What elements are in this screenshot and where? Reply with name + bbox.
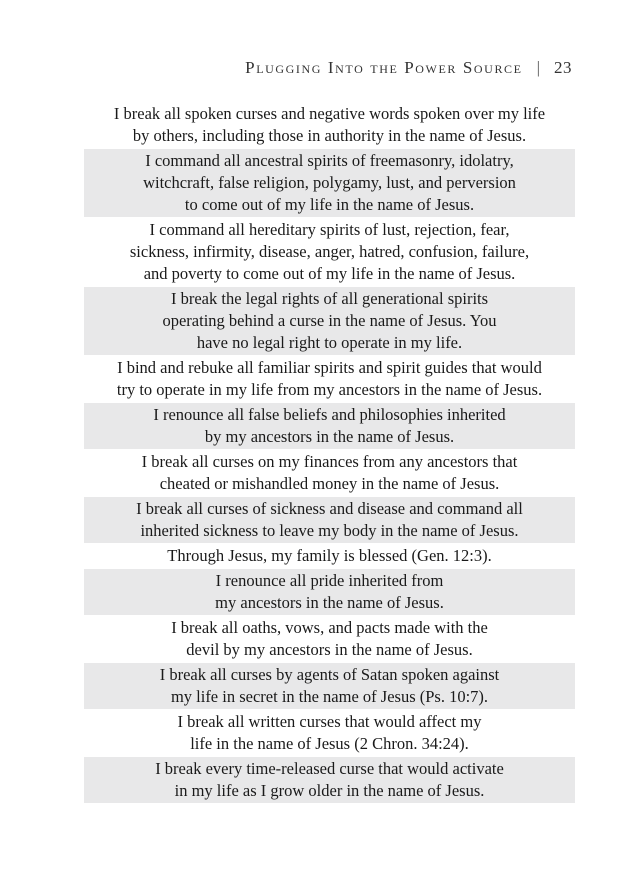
declaration-item: I bind and rebuke all familiar spirits and spirit guides that would try to operate in my life from my ancestors in the name of Jesus.: [116, 358, 543, 399]
declaration-item: I command all hereditary spirits of lust, rejection, fear, sickness, infirmity, disease, anger, hatred, confusion, failure, and poverty to come out of my life in the name of Jesus.: [129, 220, 530, 283]
declaration-item: I break all spoken curses and negative words spoken over my life by others, including those in authority in the name of Jesus.: [113, 104, 546, 145]
declaration-item: I break every time-released curse that would activate in my life as I grow older in the name of Jesus.: [84, 757, 575, 803]
declaration-item: I renounce all false beliefs and philosophies inherited by my ancestors in the name of Jesus.: [84, 403, 575, 449]
declaration-item: I break all curses by agents of Satan spoken against my life in secret in the name of Jesus (Ps. 10:7).: [84, 663, 575, 709]
header-separator: |: [536, 58, 540, 77]
declaration-item: I break all curses on my finances from any ancestors that cheated or mishandled money in the name of Jesus.: [141, 452, 518, 493]
declaration-item: Through Jesus, my family is blessed (Gen. 12:3).: [167, 546, 492, 565]
declaration-item: I renounce all pride inherited from my ancestors in the name of Jesus.: [84, 569, 575, 615]
page-number: 23: [554, 58, 572, 77]
declaration-list: [84, 102, 575, 804]
running-title: Plugging Into the Power Source: [245, 58, 523, 77]
running-header: [245, 58, 572, 78]
declaration-item: I break the legal rights of all generational spirits operating behind a curse in the name of Jesus. You have no legal right to operate in my life.: [84, 287, 575, 355]
declaration-item: I command all ancestral spirits of freemasonry, idolatry, witchcraft, false religion, polygamy, lust, and perversion to come out of my life in the name of Jesus.: [84, 149, 575, 217]
declaration-item: I break all curses of sickness and disease and command all inherited sickness to leave my body in the name of Jesus.: [84, 497, 575, 543]
declaration-item: I break all written curses that would affect my life in the name of Jesus (2 Chron. 34:24).: [177, 712, 482, 753]
declaration-item: I break all oaths, vows, and pacts made with the devil by my ancestors in the name of Jesus.: [171, 618, 488, 659]
